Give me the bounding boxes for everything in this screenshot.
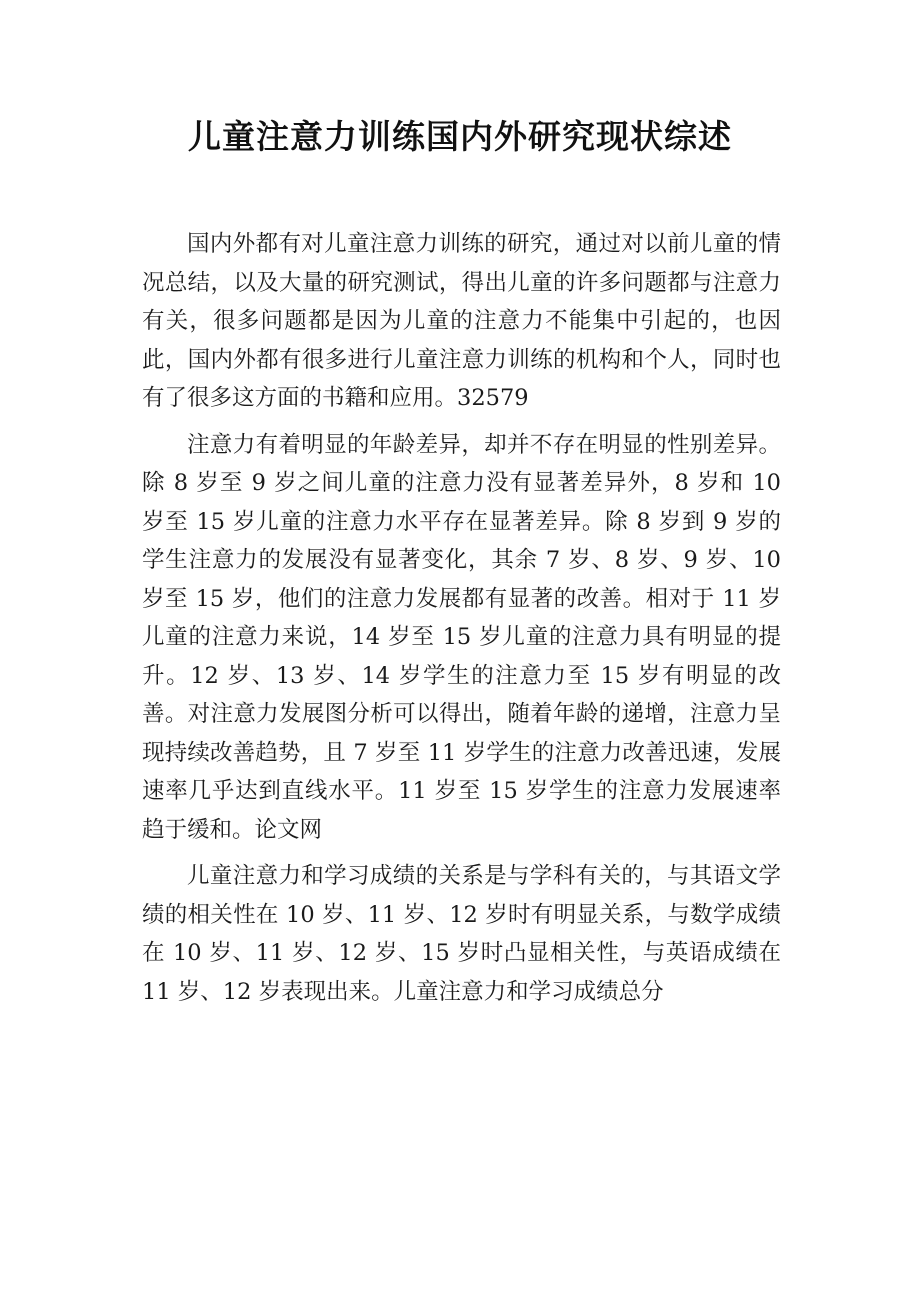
paragraph-1: 国内外都有对儿童注意力训练的研究，通过对以前儿童的情况总结，以及大量的研究测试，得出儿童的许多问题都与注意力有关，很多问题都是因为儿童的注意力不能集中引起的，也因此，国内外都有很多进行儿童注意力训练的机构和个人，同时也有了很多这方面的书籍和应用。32579 bbox=[142, 231, 781, 411]
document-body bbox=[142, 225, 781, 1019]
paragraph-3: 儿童注意力和学习成绩的关系是与学科有关的，与其语文学绩的相关性在 10 岁、11 岁、12 岁时有明显关系，与数学成绩在 10 岁、11 岁、12 岁、15 岁时凸显相关性，与英语成绩在 11 岁、12 岁表现出来。儿童注意力和学习成绩总分 bbox=[142, 863, 781, 1005]
document-title: 儿童注意力训练国内外研究现状综述 bbox=[188, 117, 732, 156]
paragraph-2: 注意力有着明显的年龄差异，却并不存在明显的性别差异。除 8 岁至 9 岁之间儿童的注意力没有显著差异外，8 岁和 10 岁至 15 岁儿童的注意力水平存在显著差异。除 8 岁到 9 岁的学生注意力的发展没有显著变化，其余 7 岁、8 岁、9 岁、10 岁至 15 岁，他们的注意力发展都有显著的改善。相对于 11 岁儿童的注意力来说，14 岁至 15 岁儿童的注意力具有明显的提升。12 岁、13 岁、14 岁学生的注意力至 15 岁有明显的改善。对注意力发展图分析可以得出，随着年龄的递增，注意力呈现持续改善趋势，且 7 岁至 11 岁学生的注意力改善迅速，发展速率几乎达到直线水平。11 岁至 15 岁学生的注意力发展速率趋于缓和。论文网 bbox=[142, 431, 781, 843]
